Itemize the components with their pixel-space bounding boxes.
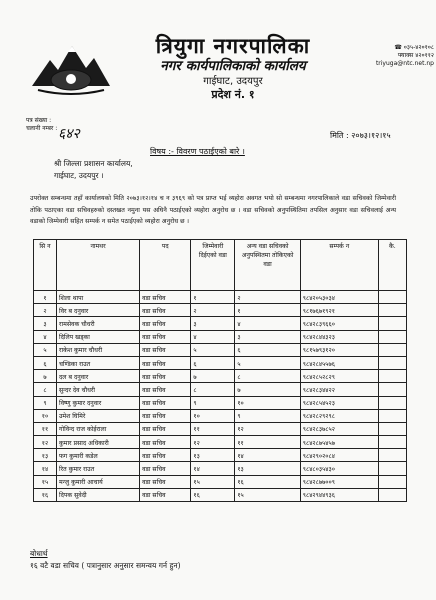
- cell-post: वडा सचिव: [140, 462, 191, 475]
- cell-substitute-ward: १३: [235, 462, 300, 475]
- cell-assigned-ward: १०: [191, 409, 235, 422]
- header-substitute-ward: अन्य वडा सचिवको अनुपस्थितमा तोकिएको वडा: [235, 240, 300, 291]
- cell-assigned-ward: ८: [191, 383, 235, 396]
- cell-post: वडा सचिव: [140, 304, 191, 317]
- cell-contact: ९८४२८३७८५२: [300, 422, 378, 435]
- cell-post: वडा सचिव: [140, 449, 191, 462]
- ward-secretary-table: [33, 239, 407, 502]
- letter-date: मिति : २०७३।१२।१५: [330, 131, 391, 140]
- cell-substitute-ward: १: [235, 304, 300, 317]
- table-row: [34, 409, 407, 422]
- cell-substitute-ward: २: [235, 291, 300, 304]
- cell-contact: ९८४२८३४४२२: [300, 383, 378, 396]
- bodhartha-label: बोधार्थ: [30, 549, 48, 558]
- table-row: [34, 383, 407, 396]
- cell-sn: १: [34, 291, 57, 304]
- cell-name: रित कुमार राउत: [57, 462, 140, 475]
- cell-sn: ३: [34, 317, 57, 330]
- chalani-label: चलानी नम्बर :: [26, 125, 58, 132]
- table-row: [34, 488, 407, 501]
- cell-remarks: [378, 291, 406, 304]
- table-row: [34, 317, 407, 330]
- cell-sn: ४: [34, 330, 57, 343]
- letter-body: उपरोक्त सम्बन्धमा तहाँ कार्यालयको मिति २०७३।१२।१४ च न ३९६९ को पत्र प्राप्त भई व्यहोरा अवगत भयो सो सम्बन्धमा नगरपालिकाले वडा सचिवको जिम्मेवारी तोकि पठाएका वडा सचिवहरुको दस्तखत नमुना यस अघिनै पठाईएको व्यहोरा अनुरोध छ । वडा सचिवको अनुपस्थितिमा तपसिल अनुसार वडा सचिवलाई अन्य वडाको जिम्मेवारी सहित सम्पर्क न समेत पठाईएको व्यहोरा अनुरोध छ ।: [30, 195, 396, 225]
- cell-assigned-ward: ११: [191, 422, 235, 435]
- table-row: [34, 291, 407, 304]
- cell-remarks: [378, 422, 406, 435]
- cell-remarks: [378, 475, 406, 488]
- table-body: [34, 291, 407, 502]
- cell-contact: ९८१५७९३१२०: [300, 343, 378, 356]
- cell-remarks: [378, 462, 406, 475]
- cell-name: दिपक सुवेदी: [57, 488, 140, 501]
- cell-contact: ९८४२८२९२९८: [300, 409, 378, 422]
- cell-contact: ९८४२८३९६६०: [300, 317, 378, 330]
- phone-number: ☎ ०३५-४२०१०८: [394, 44, 434, 51]
- org-name: त्रियुगा नगरपालिका: [155, 34, 311, 58]
- cell-assigned-ward: १६: [191, 488, 235, 501]
- table-row: [34, 356, 407, 369]
- cell-contact: ९८४२८४४३२३: [300, 330, 378, 343]
- cell-substitute-ward: १०: [235, 396, 300, 409]
- cell-contact: ९८४२८७५४५७: [300, 436, 378, 449]
- cell-substitute-ward: १४: [235, 449, 300, 462]
- cell-post: वडा सचिव: [140, 436, 191, 449]
- reference-labels: [26, 117, 57, 133]
- cell-name: सुन्दर देव चौधरी: [57, 383, 140, 396]
- cell-sn: १५: [34, 475, 57, 488]
- cell-substitute-ward: १२: [235, 422, 300, 435]
- cell-contact: ९८४२८७७००९: [300, 475, 378, 488]
- cell-contact: ९८४८०३५४३०: [300, 462, 378, 475]
- cell-post: वडा सचिव: [140, 475, 191, 488]
- office-location: गाईघाट, उदयपुर: [203, 76, 263, 87]
- table-row: [34, 370, 407, 383]
- cell-assigned-ward: ९: [191, 396, 235, 409]
- table-row: [34, 422, 407, 435]
- cell-contact: ९८४२८५४५२३: [300, 396, 378, 409]
- cell-substitute-ward: १६: [235, 475, 300, 488]
- cell-post: वडा सचिव: [140, 317, 191, 330]
- cell-substitute-ward: ५: [235, 356, 300, 369]
- cell-sn: ६: [34, 356, 57, 369]
- cell-name: दल ब दनुवार: [57, 370, 140, 383]
- cell-post: वडा सचिव: [140, 330, 191, 343]
- cell-name: फग कुमारी कडेल: [57, 449, 140, 462]
- cell-remarks: [378, 356, 406, 369]
- cell-post: वडा सचिव: [140, 291, 191, 304]
- cell-remarks: [378, 488, 406, 501]
- cell-assigned-ward: १५: [191, 475, 235, 488]
- cell-sn: ८: [34, 383, 57, 396]
- cell-name: रामसेवक चौधरी: [57, 317, 140, 330]
- cell-contact: ९८४२९४४९३६: [300, 488, 378, 501]
- letterhead: [108, 34, 358, 102]
- cell-assigned-ward: १२: [191, 436, 235, 449]
- cell-substitute-ward: ६: [235, 343, 300, 356]
- table-row: [34, 396, 407, 409]
- table-row: [34, 436, 407, 449]
- cell-remarks: [378, 317, 406, 330]
- cell-sn: १२: [34, 436, 57, 449]
- cell-substitute-ward: ४: [235, 317, 300, 330]
- cell-assigned-ward: ३: [191, 317, 235, 330]
- cell-sn: ७: [34, 370, 57, 383]
- cell-substitute-ward: ११: [235, 436, 300, 449]
- cell-post: वडा सचिव: [140, 396, 191, 409]
- cell-sn: १३: [34, 449, 57, 462]
- table-row: [34, 462, 407, 475]
- patra-sankhya-label: पत्र संख्या :: [26, 117, 52, 124]
- cell-remarks: [378, 396, 406, 409]
- header-contact: सम्पर्क न: [300, 240, 378, 291]
- table-row: [34, 449, 407, 462]
- cell-post: वडा सचिव: [140, 422, 191, 435]
- header-name: नामथर: [57, 240, 140, 291]
- header-post: पद: [140, 240, 191, 291]
- table-row: [34, 343, 407, 356]
- recipient-line-2: गाईघाट, उदयपुर ।: [54, 171, 104, 180]
- cell-assigned-ward: ६: [191, 356, 235, 369]
- cell-sn: १४: [34, 462, 57, 475]
- cell-sn: १६: [34, 488, 57, 501]
- footer: [30, 548, 181, 572]
- cell-remarks: [378, 409, 406, 422]
- cell-substitute-ward: ९: [235, 409, 300, 422]
- cell-substitute-ward: ८: [235, 370, 300, 383]
- contact-block: [350, 44, 434, 68]
- table-row: [34, 304, 407, 317]
- cell-contact: ९८४२८५२८२९: [300, 370, 378, 383]
- cell-contact: ९८१७६७१९२१: [300, 304, 378, 317]
- cell-name: चण्डिका राउत: [57, 356, 140, 369]
- letter-subject: विषय :- विवरण पठाईएको बारे ।: [150, 147, 245, 156]
- cell-sn: १०: [34, 409, 57, 422]
- cell-post: वडा सचिव: [140, 488, 191, 501]
- cell-name: कुमार प्रसाद अधिकारी: [57, 436, 140, 449]
- email-address: triyuga@ntc.net.np: [375, 60, 434, 67]
- cell-substitute-ward: १५: [235, 488, 300, 501]
- cell-remarks: [378, 370, 406, 383]
- cell-remarks: [378, 449, 406, 462]
- cell-name: राकेश कुमार चौधरी: [57, 343, 140, 356]
- cell-assigned-ward: ५: [191, 343, 235, 356]
- recipient-address: [54, 158, 133, 182]
- header-remarks: कै.: [378, 240, 406, 291]
- cell-post: वडा सचिव: [140, 409, 191, 422]
- cell-remarks: [378, 383, 406, 396]
- cell-post: वडा सचिव: [140, 343, 191, 356]
- cell-sn: २: [34, 304, 57, 317]
- office-name: नगर कार्यपालिकाको कार्यालय: [160, 58, 306, 74]
- cell-name: विर ब दनुवार: [57, 304, 140, 317]
- fax-number: फ्याक्स ४२०११२: [397, 52, 434, 59]
- nepal-emblem-logo: [28, 32, 114, 96]
- cell-sn: ९: [34, 396, 57, 409]
- cell-name: दिलिप खड्का: [57, 330, 140, 343]
- cell-assigned-ward: ४: [191, 330, 235, 343]
- header-assigned-ward: जिम्मेवारी दिईएको वडा: [191, 240, 235, 291]
- cell-assigned-ward: ७: [191, 370, 235, 383]
- cell-name: उमेश घिमिरे: [57, 409, 140, 422]
- chalani-number: ६४२: [58, 126, 80, 142]
- cell-post: वडा सचिव: [140, 383, 191, 396]
- cell-name: विष्णु कुमार दनुवार: [57, 396, 140, 409]
- cell-assigned-ward: १३: [191, 449, 235, 462]
- cell-remarks: [378, 330, 406, 343]
- bodhartha-line: १६ वटै वडा सचिव ( पत्रानुसार अनुसार समन्वय गर्न हुन): [30, 561, 181, 570]
- cell-remarks: [378, 436, 406, 449]
- cell-name: शिला थापा: [57, 291, 140, 304]
- cell-remarks: [378, 343, 406, 356]
- cell-assigned-ward: २: [191, 304, 235, 317]
- recipient-line-1: श्री जिल्ला प्रशासन कार्यालय,: [54, 159, 133, 168]
- table-row: [34, 475, 407, 488]
- cell-post: वडा सचिव: [140, 370, 191, 383]
- cell-name: गोविन्द राज कोईराला: [57, 422, 140, 435]
- header-sn: सि न: [34, 240, 57, 291]
- table-header-row: [34, 240, 407, 291]
- cell-assigned-ward: १४: [191, 462, 235, 475]
- cell-contact: ९८४२०५३०३४: [300, 291, 378, 304]
- table-row: [34, 330, 407, 343]
- cell-name: मन्जु कुमारी आचार्य: [57, 475, 140, 488]
- cell-sn: ५: [34, 343, 57, 356]
- cell-substitute-ward: ३: [235, 330, 300, 343]
- province-label: प्रदेश नं. १: [211, 88, 255, 101]
- cell-post: वडा सचिव: [140, 356, 191, 369]
- cell-contact: ९८४२८४५५७६: [300, 356, 378, 369]
- cell-sn: ११: [34, 422, 57, 435]
- cell-substitute-ward: ७: [235, 383, 300, 396]
- cell-remarks: [378, 304, 406, 317]
- cell-contact: ९८४२९०२०८४: [300, 449, 378, 462]
- cell-assigned-ward: १: [191, 291, 235, 304]
